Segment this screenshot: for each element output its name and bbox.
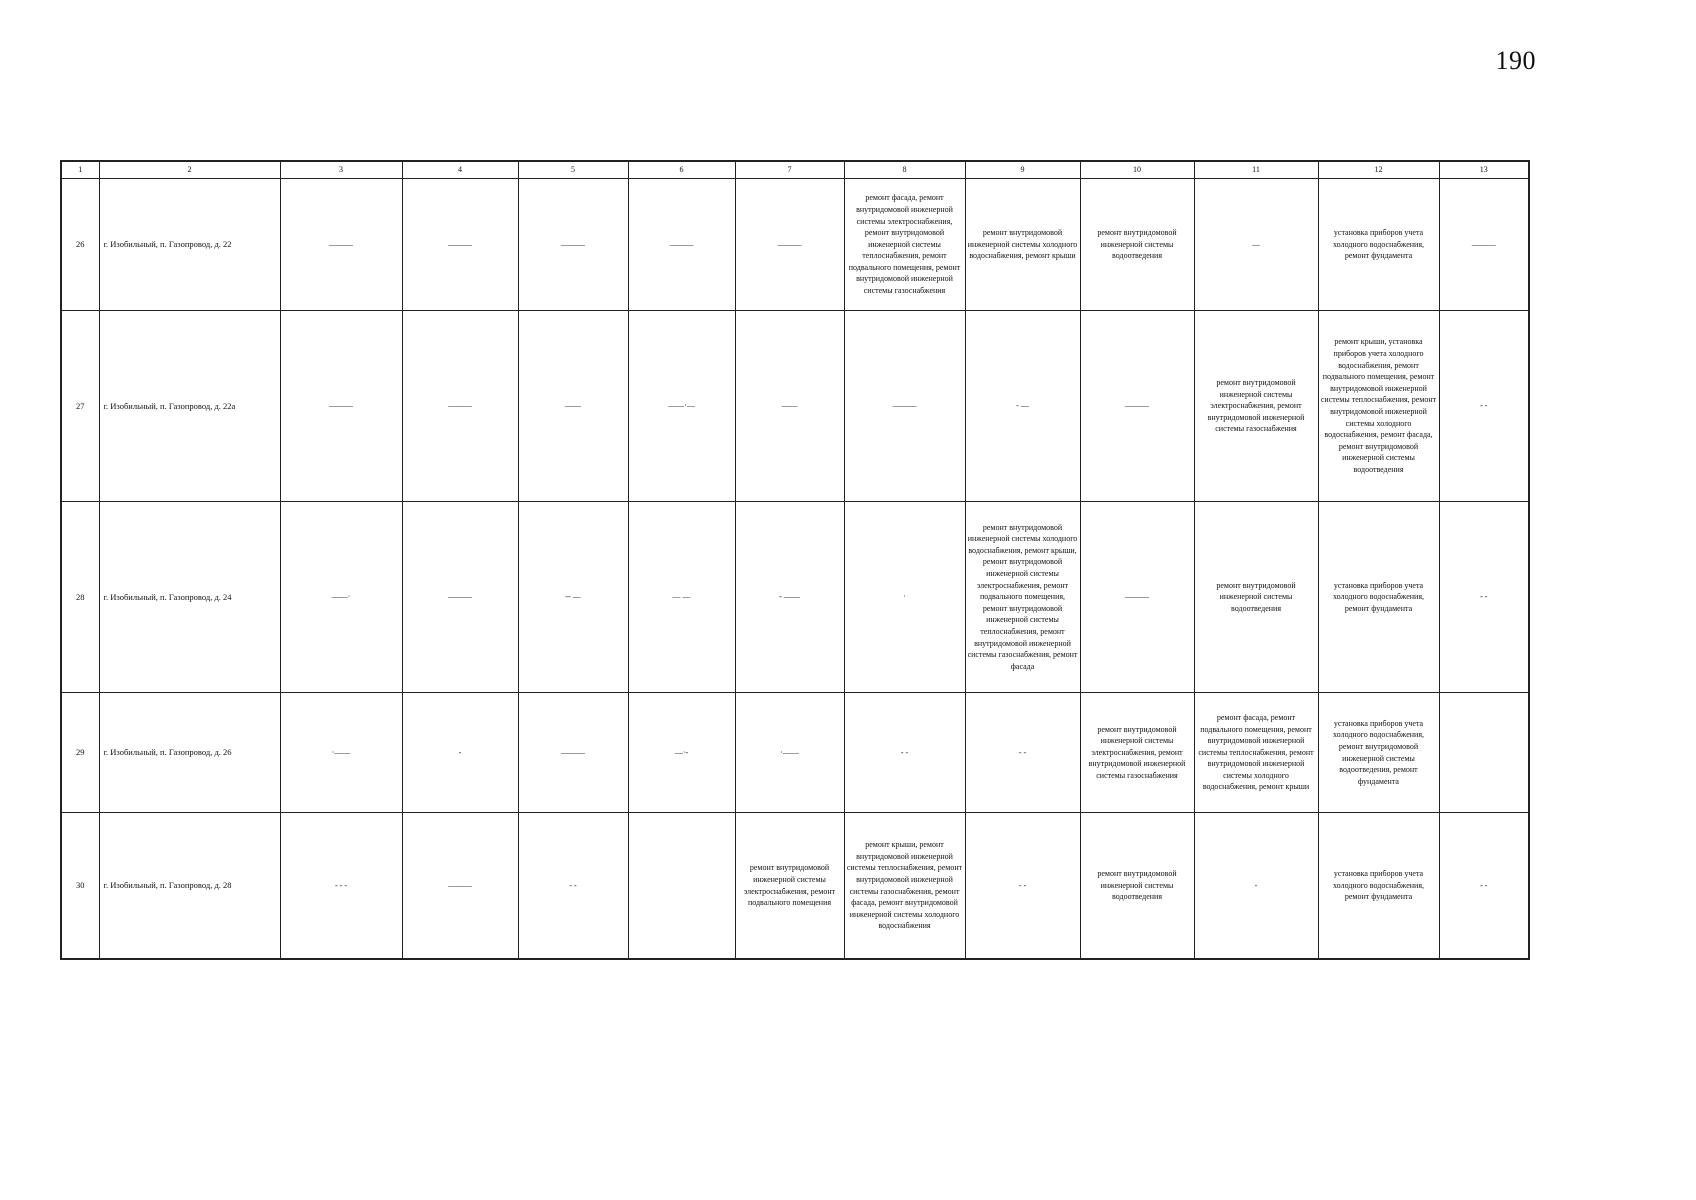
cell-col12: установка приборов учета холодного водоснабжения, ремонт внутридомовой инженерной системы водоотведения, ремонт фундамента — [1318, 693, 1439, 813]
cell-col4: ——— — [402, 311, 518, 502]
cell-col13: - - — [1439, 311, 1529, 502]
cell-col5: - - — [518, 813, 628, 960]
cell-col7: ——— — [735, 179, 844, 311]
cell-col9: - - — [965, 693, 1080, 813]
column-header: 1 — [61, 161, 99, 179]
column-number-row — [61, 161, 1529, 179]
row-number: 29 — [61, 693, 99, 813]
cell-col10: ремонт внутридомовой инженерной системы водоотведения — [1080, 179, 1194, 311]
column-header: 10 — [1080, 161, 1194, 179]
table-row — [61, 311, 1529, 502]
cell-col12: ремонт крыши, установка приборов учета холодного водоснабжения, ремонт подвального помещения, ремонт внутридомовой инженерной системы теплоснабжения, ремонт внутридомовой инженерной системы холодного водоснабжения, ремонт фасада, ремонт внутридомовой инженерной системы водоотведения — [1318, 311, 1439, 502]
cell-col12: установка приборов учета холодного водоснабжения, ремонт фундамента — [1318, 179, 1439, 311]
cell-col7: —— — [735, 311, 844, 502]
page-number: 190 — [1495, 46, 1536, 75]
row-number: 26 — [61, 179, 99, 311]
cell-col9: - - — [965, 813, 1080, 960]
cell-col3: ·—— — [280, 693, 402, 813]
column-header: 4 — [402, 161, 518, 179]
cell-col8: ремонт крыши, ремонт внутридомовой инженерной системы теплоснабжения, ремонт внутридомовой инженерной системы газоснабжения, ремонт фасада, ремонт внутридомовой инженерной системы холодного водоснабжения — [844, 813, 965, 960]
address-cell: г. Изобильный, п. Газопровод, д. 24 — [99, 502, 280, 693]
address-cell: г. Изобильный, п. Газопровод, д. 26 — [99, 693, 280, 813]
works-table — [60, 160, 1530, 960]
cell-col12: установка приборов учета холодного водоснабжения, ремонт фундамента — [1318, 813, 1439, 960]
cell-col11: - — [1194, 813, 1318, 960]
cell-col12: установка приборов учета холодного водоснабжения, ремонт фундамента — [1318, 502, 1439, 693]
cell-col8: ——— — [844, 311, 965, 502]
cell-col6: ——·— — [628, 311, 735, 502]
cell-col6: ——— — [628, 179, 735, 311]
address-cell: г. Изобильный, п. Газопровод, д. 22а — [99, 311, 280, 502]
cell-col5: ——— — [518, 693, 628, 813]
column-header: 13 — [1439, 161, 1529, 179]
cell-col11: ремонт внутридомовой инженерной системы водоотведения — [1194, 502, 1318, 693]
cell-col13: - - — [1439, 813, 1529, 960]
row-number: 28 — [61, 502, 99, 693]
table-row — [61, 179, 1529, 311]
table-row — [61, 693, 1529, 813]
address-cell: г. Изобильный, п. Газопровод, д. 22 — [99, 179, 280, 311]
cell-col10: ремонт внутридомовой инженерной системы электроснабжения, ремонт внутридомовой инженерной системы газоснабжения — [1080, 693, 1194, 813]
cell-col4: - — [402, 693, 518, 813]
column-header: 11 — [1194, 161, 1318, 179]
cell-col10: ——— — [1080, 311, 1194, 502]
cell-col9: ремонт внутридомовой инженерной системы холодного водоснабжения, ремонт крыши, ремонт внутридомовой инженерной системы электроснабжения, ремонт подвального помещения, ремонт внутридомовой инженерной системы теплоснабжения, ремонт внутридомовой инженерной системы газоснабжения, ремонт фасада — [965, 502, 1080, 693]
cell-col7: ·—— — [735, 693, 844, 813]
table-row — [61, 502, 1529, 693]
address-cell: г. Изобильный, п. Газопровод, д. 28 — [99, 813, 280, 960]
cell-col13 — [1439, 693, 1529, 813]
cell-col8: · — [844, 502, 965, 693]
column-header: 5 — [518, 161, 628, 179]
column-header: 2 — [99, 161, 280, 179]
column-header: 6 — [628, 161, 735, 179]
column-header: 7 — [735, 161, 844, 179]
cell-col3: ——— — [280, 179, 402, 311]
cell-col7: ремонт внутридомовой инженерной системы электроснабжения, ремонт подвального помещения — [735, 813, 844, 960]
cell-col8: - - — [844, 693, 965, 813]
cell-col4: ——— — [402, 502, 518, 693]
cell-col8: ремонт фасада, ремонт внутридомовой инженерной системы электроснабжения, ремонт внутридомовой инженерной системы теплоснабжения, ремонт подвального помещения, ремонт внутридомовой инженерной системы газоснабжения — [844, 179, 965, 311]
cell-col6: —·- — [628, 693, 735, 813]
column-header: 9 — [965, 161, 1080, 179]
column-header: 12 — [1318, 161, 1439, 179]
cell-col3: - - - — [280, 813, 402, 960]
cell-col5: —— — [518, 311, 628, 502]
cell-col4: ——— — [402, 813, 518, 960]
cell-col6 — [628, 813, 735, 960]
cell-col11: — — [1194, 179, 1318, 311]
cell-col7: - —— — [735, 502, 844, 693]
table-row — [61, 813, 1529, 960]
cell-col3: ——— — [280, 311, 402, 502]
row-number: 30 — [61, 813, 99, 960]
cell-col9: ремонт внутридомовой инженерной системы холодного водоснабжения, ремонт крыши — [965, 179, 1080, 311]
cell-col3: ——· — [280, 502, 402, 693]
cell-col5: -- — — [518, 502, 628, 693]
row-number: 27 — [61, 311, 99, 502]
cell-col5: ——— — [518, 179, 628, 311]
cell-col13: - - — [1439, 502, 1529, 693]
cell-col11: ремонт фасада, ремонт подвального помещения, ремонт внутридомовой инженерной системы теплоснабжения, ремонт внутридомовой инженерной системы холодного водоснабжения, ремонт крыши — [1194, 693, 1318, 813]
cell-col10: ——— — [1080, 502, 1194, 693]
column-header: 8 — [844, 161, 965, 179]
cell-col9: - — — [965, 311, 1080, 502]
cell-col6: — — — [628, 502, 735, 693]
column-header: 3 — [280, 161, 402, 179]
cell-col13: ——— — [1439, 179, 1529, 311]
cell-col10: ремонт внутридомовой инженерной системы водоотведения — [1080, 813, 1194, 960]
cell-col4: ——— — [402, 179, 518, 311]
cell-col11: ремонт внутридомовой инженерной системы электроснабжения, ремонт внутридомовой инженерной системы газоснабжения — [1194, 311, 1318, 502]
